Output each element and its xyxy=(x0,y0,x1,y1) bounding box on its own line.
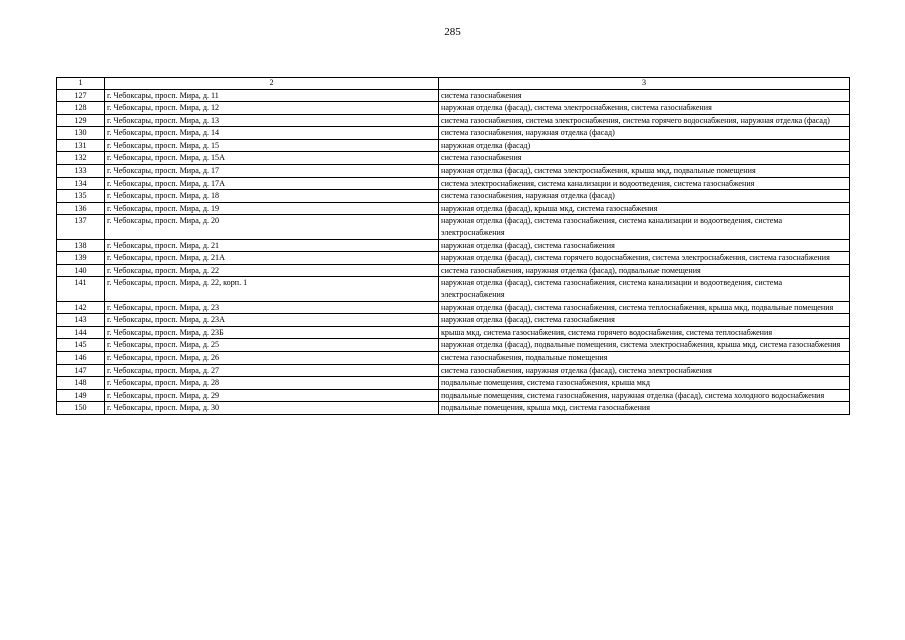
row-number-cell: 138 xyxy=(57,239,105,252)
address-cell: г. Чебоксары, просп. Мира, д. 30 xyxy=(105,402,439,415)
address-cell: г. Чебоксары, просп. Мира, д. 22, корп. 1 xyxy=(105,277,439,301)
works-cell: наружная отделка (фасад), система газоснабжения, система теплоснабжения, крыша мкд, подвальные помещения xyxy=(439,301,850,314)
address-cell: г. Чебоксары, просп. Мира, д. 25 xyxy=(105,339,439,352)
address-cell: г. Чебоксары, просп. Мира, д. 23А xyxy=(105,314,439,327)
registry-table xyxy=(56,77,850,415)
address-cell: г. Чебоксары, просп. Мира, д. 27 xyxy=(105,364,439,377)
row-number-cell: 144 xyxy=(57,326,105,339)
table-row xyxy=(57,364,850,377)
address-cell: г. Чебоксары, просп. Мира, д. 15А xyxy=(105,152,439,165)
address-cell: г. Чебоксары, просп. Мира, д. 21А xyxy=(105,252,439,265)
row-number-cell: 150 xyxy=(57,402,105,415)
row-number-cell: 149 xyxy=(57,389,105,402)
row-number-cell: 132 xyxy=(57,152,105,165)
works-cell: подвальные помещения, система газоснабжения, крыша мкд xyxy=(439,377,850,390)
table-row xyxy=(57,177,850,190)
works-cell: наружная отделка (фасад), система горячего водоснабжения, система электроснабжения, система газоснабжения xyxy=(439,252,850,265)
table-row xyxy=(57,301,850,314)
table-row xyxy=(57,389,850,402)
works-cell: система газоснабжения, система электроснабжения, система горячего водоснабжения, наружная отделка (фасад) xyxy=(439,114,850,127)
works-cell: система газоснабжения, наружная отделка (фасад), подвальные помещения xyxy=(439,264,850,277)
table-row xyxy=(57,314,850,327)
table-row xyxy=(57,377,850,390)
address-cell: г. Чебоксары, просп. Мира, д. 19 xyxy=(105,202,439,215)
table-row xyxy=(57,326,850,339)
table-row xyxy=(57,351,850,364)
address-cell: г. Чебоксары, просп. Мира, д. 18 xyxy=(105,190,439,203)
row-number-cell: 129 xyxy=(57,114,105,127)
works-cell: система газоснабжения xyxy=(439,152,850,165)
works-cell: система газоснабжения, наружная отделка (фасад), система электроснабжения xyxy=(439,364,850,377)
works-cell: крыша мкд, система газоснабжения, система горячего водоснабжения, система теплоснабжения xyxy=(439,326,850,339)
works-cell: система газоснабжения, наружная отделка (фасад) xyxy=(439,127,850,140)
row-number-cell: 137 xyxy=(57,215,105,239)
table-row xyxy=(57,165,850,178)
address-cell: г. Чебоксары, просп. Мира, д. 15 xyxy=(105,139,439,152)
works-cell: наружная отделка (фасад) xyxy=(439,139,850,152)
works-cell: наружная отделка (фасад), подвальные помещения, система электроснабжения, крыша мкд, система газоснабжения xyxy=(439,339,850,352)
address-cell: г. Чебоксары, просп. Мира, д. 11 xyxy=(105,89,439,102)
address-cell: г. Чебоксары, просп. Мира, д. 12 xyxy=(105,102,439,115)
row-number-cell: 133 xyxy=(57,165,105,178)
table-body xyxy=(57,78,850,415)
address-cell: г. Чебоксары, просп. Мира, д. 23 xyxy=(105,301,439,314)
table-row xyxy=(57,402,850,415)
address-cell: г. Чебоксары, просп. Мира, д. 14 xyxy=(105,127,439,140)
page-number: 285 xyxy=(444,26,461,38)
row-number-cell: 127 xyxy=(57,89,105,102)
table-row xyxy=(57,139,850,152)
table-row xyxy=(57,190,850,203)
row-number-cell: 131 xyxy=(57,139,105,152)
table-row xyxy=(57,252,850,265)
row-number-cell: 136 xyxy=(57,202,105,215)
row-number-cell: 143 xyxy=(57,314,105,327)
address-cell: г. Чебоксары, просп. Мира, д. 26 xyxy=(105,351,439,364)
works-cell: наружная отделка (фасад), система газоснабжения, система канализации и водоотведения, система электроснабжения xyxy=(439,277,850,301)
row-number-cell: 135 xyxy=(57,190,105,203)
row-number-cell: 145 xyxy=(57,339,105,352)
row-number-cell: 134 xyxy=(57,177,105,190)
row-number-cell: 146 xyxy=(57,351,105,364)
table-row xyxy=(57,202,850,215)
address-cell: г. Чебоксары, просп. Мира, д. 29 xyxy=(105,389,439,402)
address-cell: г. Чебоксары, просп. Мира, д. 23Б xyxy=(105,326,439,339)
row-number-cell: 128 xyxy=(57,102,105,115)
address-cell: г. Чебоксары, просп. Мира, д. 21 xyxy=(105,239,439,252)
header-cell-number: 1 xyxy=(57,78,105,90)
table-row xyxy=(57,339,850,352)
table-row xyxy=(57,127,850,140)
works-cell: система газоснабжения xyxy=(439,89,850,102)
row-number-cell: 148 xyxy=(57,377,105,390)
address-cell: г. Чебоксары, просп. Мира, д. 17 xyxy=(105,165,439,178)
works-cell: наружная отделка (фасад), система газоснабжения, система канализации и водоотведения, система электроснабжения xyxy=(439,215,850,239)
row-number-cell: 141 xyxy=(57,277,105,301)
row-number-cell: 139 xyxy=(57,252,105,265)
address-cell: г. Чебоксары, просп. Мира, д. 20 xyxy=(105,215,439,239)
table-row xyxy=(57,114,850,127)
works-cell: система газоснабжения, наружная отделка (фасад) xyxy=(439,190,850,203)
row-number-cell: 142 xyxy=(57,301,105,314)
works-cell: подвальные помещения, крыша мкд, система газоснабжения xyxy=(439,402,850,415)
works-cell: система электроснабжения, система канализации и водоотведения, система газоснабжения xyxy=(439,177,850,190)
works-cell: наружная отделка (фасад), система электроснабжения, система газоснабжения xyxy=(439,102,850,115)
table-row xyxy=(57,152,850,165)
address-cell: г. Чебоксары, просп. Мира, д. 13 xyxy=(105,114,439,127)
table-row xyxy=(57,277,850,301)
works-cell: наружная отделка (фасад), крыша мкд, система газоснабжения xyxy=(439,202,850,215)
address-cell: г. Чебоксары, просп. Мира, д. 17А xyxy=(105,177,439,190)
header-cell-works: 3 xyxy=(439,78,850,90)
works-cell: система газоснабжения, подвальные помещения xyxy=(439,351,850,364)
row-number-cell: 130 xyxy=(57,127,105,140)
works-cell: наружная отделка (фасад), система электроснабжения, крыша мкд, подвальные помещения xyxy=(439,165,850,178)
address-cell: г. Чебоксары, просп. Мира, д. 22 xyxy=(105,264,439,277)
works-cell: наружная отделка (фасад), система газоснабжения xyxy=(439,239,850,252)
works-cell: наружная отделка (фасад), система газоснабжения xyxy=(439,314,850,327)
table-row xyxy=(57,102,850,115)
table-row xyxy=(57,239,850,252)
table-row xyxy=(57,89,850,102)
works-cell: подвальные помещения, система газоснабжения, наружная отделка (фасад), система холодного водоснабжения xyxy=(439,389,850,402)
table-row xyxy=(57,215,850,239)
header-cell-address: 2 xyxy=(105,78,439,90)
table-header-row xyxy=(57,78,850,90)
table-row xyxy=(57,264,850,277)
address-cell: г. Чебоксары, просп. Мира, д. 28 xyxy=(105,377,439,390)
row-number-cell: 147 xyxy=(57,364,105,377)
row-number-cell: 140 xyxy=(57,264,105,277)
